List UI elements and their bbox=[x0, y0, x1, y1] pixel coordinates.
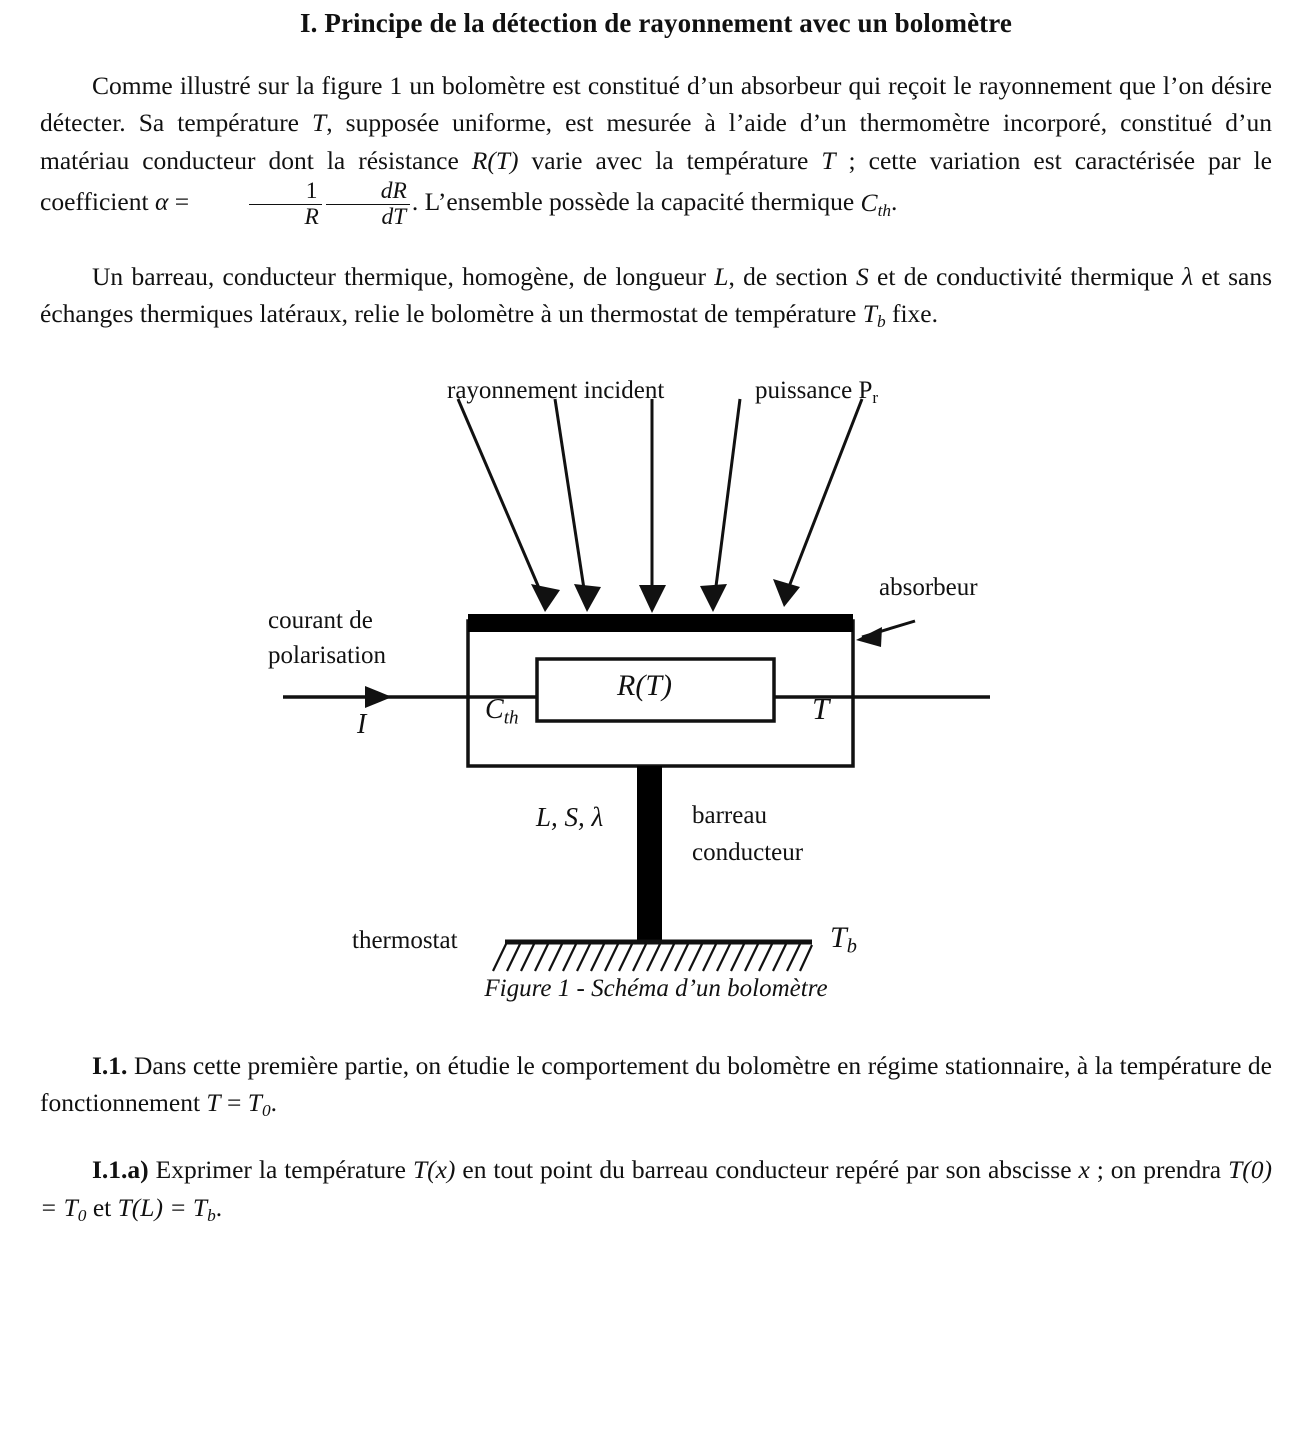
variable-Tb: $T_b$ bbox=[862, 299, 886, 332]
variable-Cth: $C_{th}$ bbox=[860, 187, 892, 220]
variable-x: x bbox=[1078, 1155, 1090, 1185]
equation-TL: $T(L) = T_b$ bbox=[117, 1192, 216, 1225]
document-page bbox=[0, 8, 1312, 1452]
text-run: Comme illustré sur la figure 1 un bolomètre est constitué d’un absorbeur qui reçoit le rayonnement que l’on désire détecter. Sa température bbox=[40, 71, 1272, 138]
absorber-leader-arrowhead bbox=[856, 627, 882, 647]
fraction-one-over-R: $\frac{1}{R}$ bbox=[249, 179, 321, 229]
text-run: . bbox=[270, 1088, 277, 1117]
variable-T-of-x: T(x) bbox=[412, 1155, 456, 1185]
figure-bolometer-schematic bbox=[0, 359, 1312, 1019]
label-bias-current-line2: polarisation bbox=[268, 641, 387, 669]
text-run: , de section bbox=[728, 261, 856, 291]
text-run: ; on prendra bbox=[1089, 1155, 1229, 1185]
text-run: ; cette variation est caractérisée par le coefficient bbox=[40, 145, 1272, 217]
variable-T: T bbox=[821, 145, 836, 175]
question-I1 bbox=[40, 1047, 1272, 1124]
question-label: I.1.a) bbox=[92, 1155, 149, 1185]
text-run: Dans cette première partie, on étudie le comportement du bolomètre en régime stationnaire, à la température de fonctionnement bbox=[40, 1050, 1272, 1117]
question-label: I.1. bbox=[92, 1050, 128, 1080]
formula-alpha bbox=[195, 179, 411, 229]
spacer bbox=[0, 39, 1312, 67]
radiation-arrow-4-line bbox=[714, 399, 740, 602]
radiation-arrowhead-5 bbox=[773, 579, 800, 607]
label-bar-parameters: L, S, λ bbox=[536, 801, 604, 832]
radiation-arrow-2-line bbox=[555, 399, 586, 602]
variable-S: S bbox=[856, 261, 869, 291]
radiation-arrowheads bbox=[531, 579, 800, 613]
question-I1a bbox=[40, 1151, 1272, 1228]
label-bias-current-line1: courant de bbox=[268, 606, 373, 634]
label-heat-capacity: $C_{th}$ bbox=[485, 693, 519, 728]
paragraph-intro bbox=[40, 67, 1272, 230]
label-absorber: absorbeur bbox=[879, 573, 978, 601]
variable-lambda: λ bbox=[1182, 261, 1194, 291]
text-run: Exprimer la température bbox=[148, 1155, 413, 1185]
radiation-arrow-1-line bbox=[458, 399, 545, 602]
figure-caption: Figure 1 - Schéma d’un bolomètre bbox=[484, 974, 828, 1002]
text-run: en tout point du barreau conducteur repéré par son abscisse bbox=[455, 1155, 1079, 1185]
fraction-dR-over-dT: $\frac{dR}{dT}$ bbox=[326, 179, 410, 229]
text-run: et de conductivité thermique bbox=[868, 261, 1183, 291]
label-resistance: R(T) bbox=[617, 668, 672, 702]
radiation-arrow-5-line bbox=[785, 399, 862, 597]
variable-T0: $T_0$ bbox=[247, 1088, 271, 1120]
text-run: . bbox=[215, 1192, 223, 1222]
current-arrowhead bbox=[365, 686, 392, 708]
text-run: et bbox=[86, 1192, 118, 1222]
label-thermostat-temperature: $T_b$ bbox=[830, 920, 857, 958]
text-run: et sans échanges thermiques latéraux, relie le bolomètre à un thermostat de température bbox=[40, 261, 1272, 329]
radiation-arrowhead-4 bbox=[700, 584, 727, 612]
label-current-symbol: I bbox=[357, 708, 367, 740]
paragraph-bar bbox=[40, 258, 1272, 335]
label-bar-line1: barreau bbox=[692, 801, 767, 829]
radiation-arrow-group bbox=[458, 399, 862, 602]
absorber-bar bbox=[468, 614, 853, 632]
label-thermostat: thermostat bbox=[352, 926, 458, 954]
equals-sign: = bbox=[168, 187, 196, 217]
thermostat-hatching bbox=[493, 942, 812, 971]
variable-L: L bbox=[714, 261, 729, 291]
variable-T: T bbox=[312, 108, 327, 138]
label-bar-line2: conducteur bbox=[692, 838, 804, 866]
label-temperature: T bbox=[812, 690, 830, 726]
equation-T0: $T(0) = T_0$ bbox=[40, 1155, 1272, 1225]
spacer bbox=[0, 1123, 1312, 1151]
radiation-arrowhead-1 bbox=[531, 584, 560, 612]
page-title: I. Principe de la détection de rayonnement avec un bolomètre bbox=[300, 8, 1012, 38]
radiation-arrowhead-3 bbox=[639, 585, 666, 613]
text-run: fixe. bbox=[885, 299, 939, 329]
variable-alpha: α bbox=[154, 187, 169, 217]
label-incident-radiation: rayonnement incident bbox=[447, 376, 665, 404]
equals-sign: = bbox=[220, 1088, 248, 1117]
text-run: Un barreau, conducteur thermique, homogène, de longueur bbox=[92, 261, 715, 291]
text-run: . bbox=[891, 187, 898, 217]
conducting-bar bbox=[637, 766, 662, 941]
variable-R-of-T: R(T) bbox=[471, 145, 519, 175]
label-incident-power: puissance Pr bbox=[755, 376, 879, 407]
variable-T: T bbox=[206, 1088, 221, 1117]
radiation-arrowhead-2 bbox=[574, 584, 601, 612]
spacer bbox=[0, 230, 1312, 258]
spacer bbox=[0, 1019, 1312, 1047]
text-run: . L’ensemble possède la capacité thermique bbox=[411, 187, 861, 217]
text-run: varie avec la température bbox=[518, 145, 822, 175]
text-run: , supposée uniforme, est mesurée à l’aide d’un thermomètre incorporé, constitué d’un matériau conducteur dont la résistance bbox=[40, 108, 1272, 175]
